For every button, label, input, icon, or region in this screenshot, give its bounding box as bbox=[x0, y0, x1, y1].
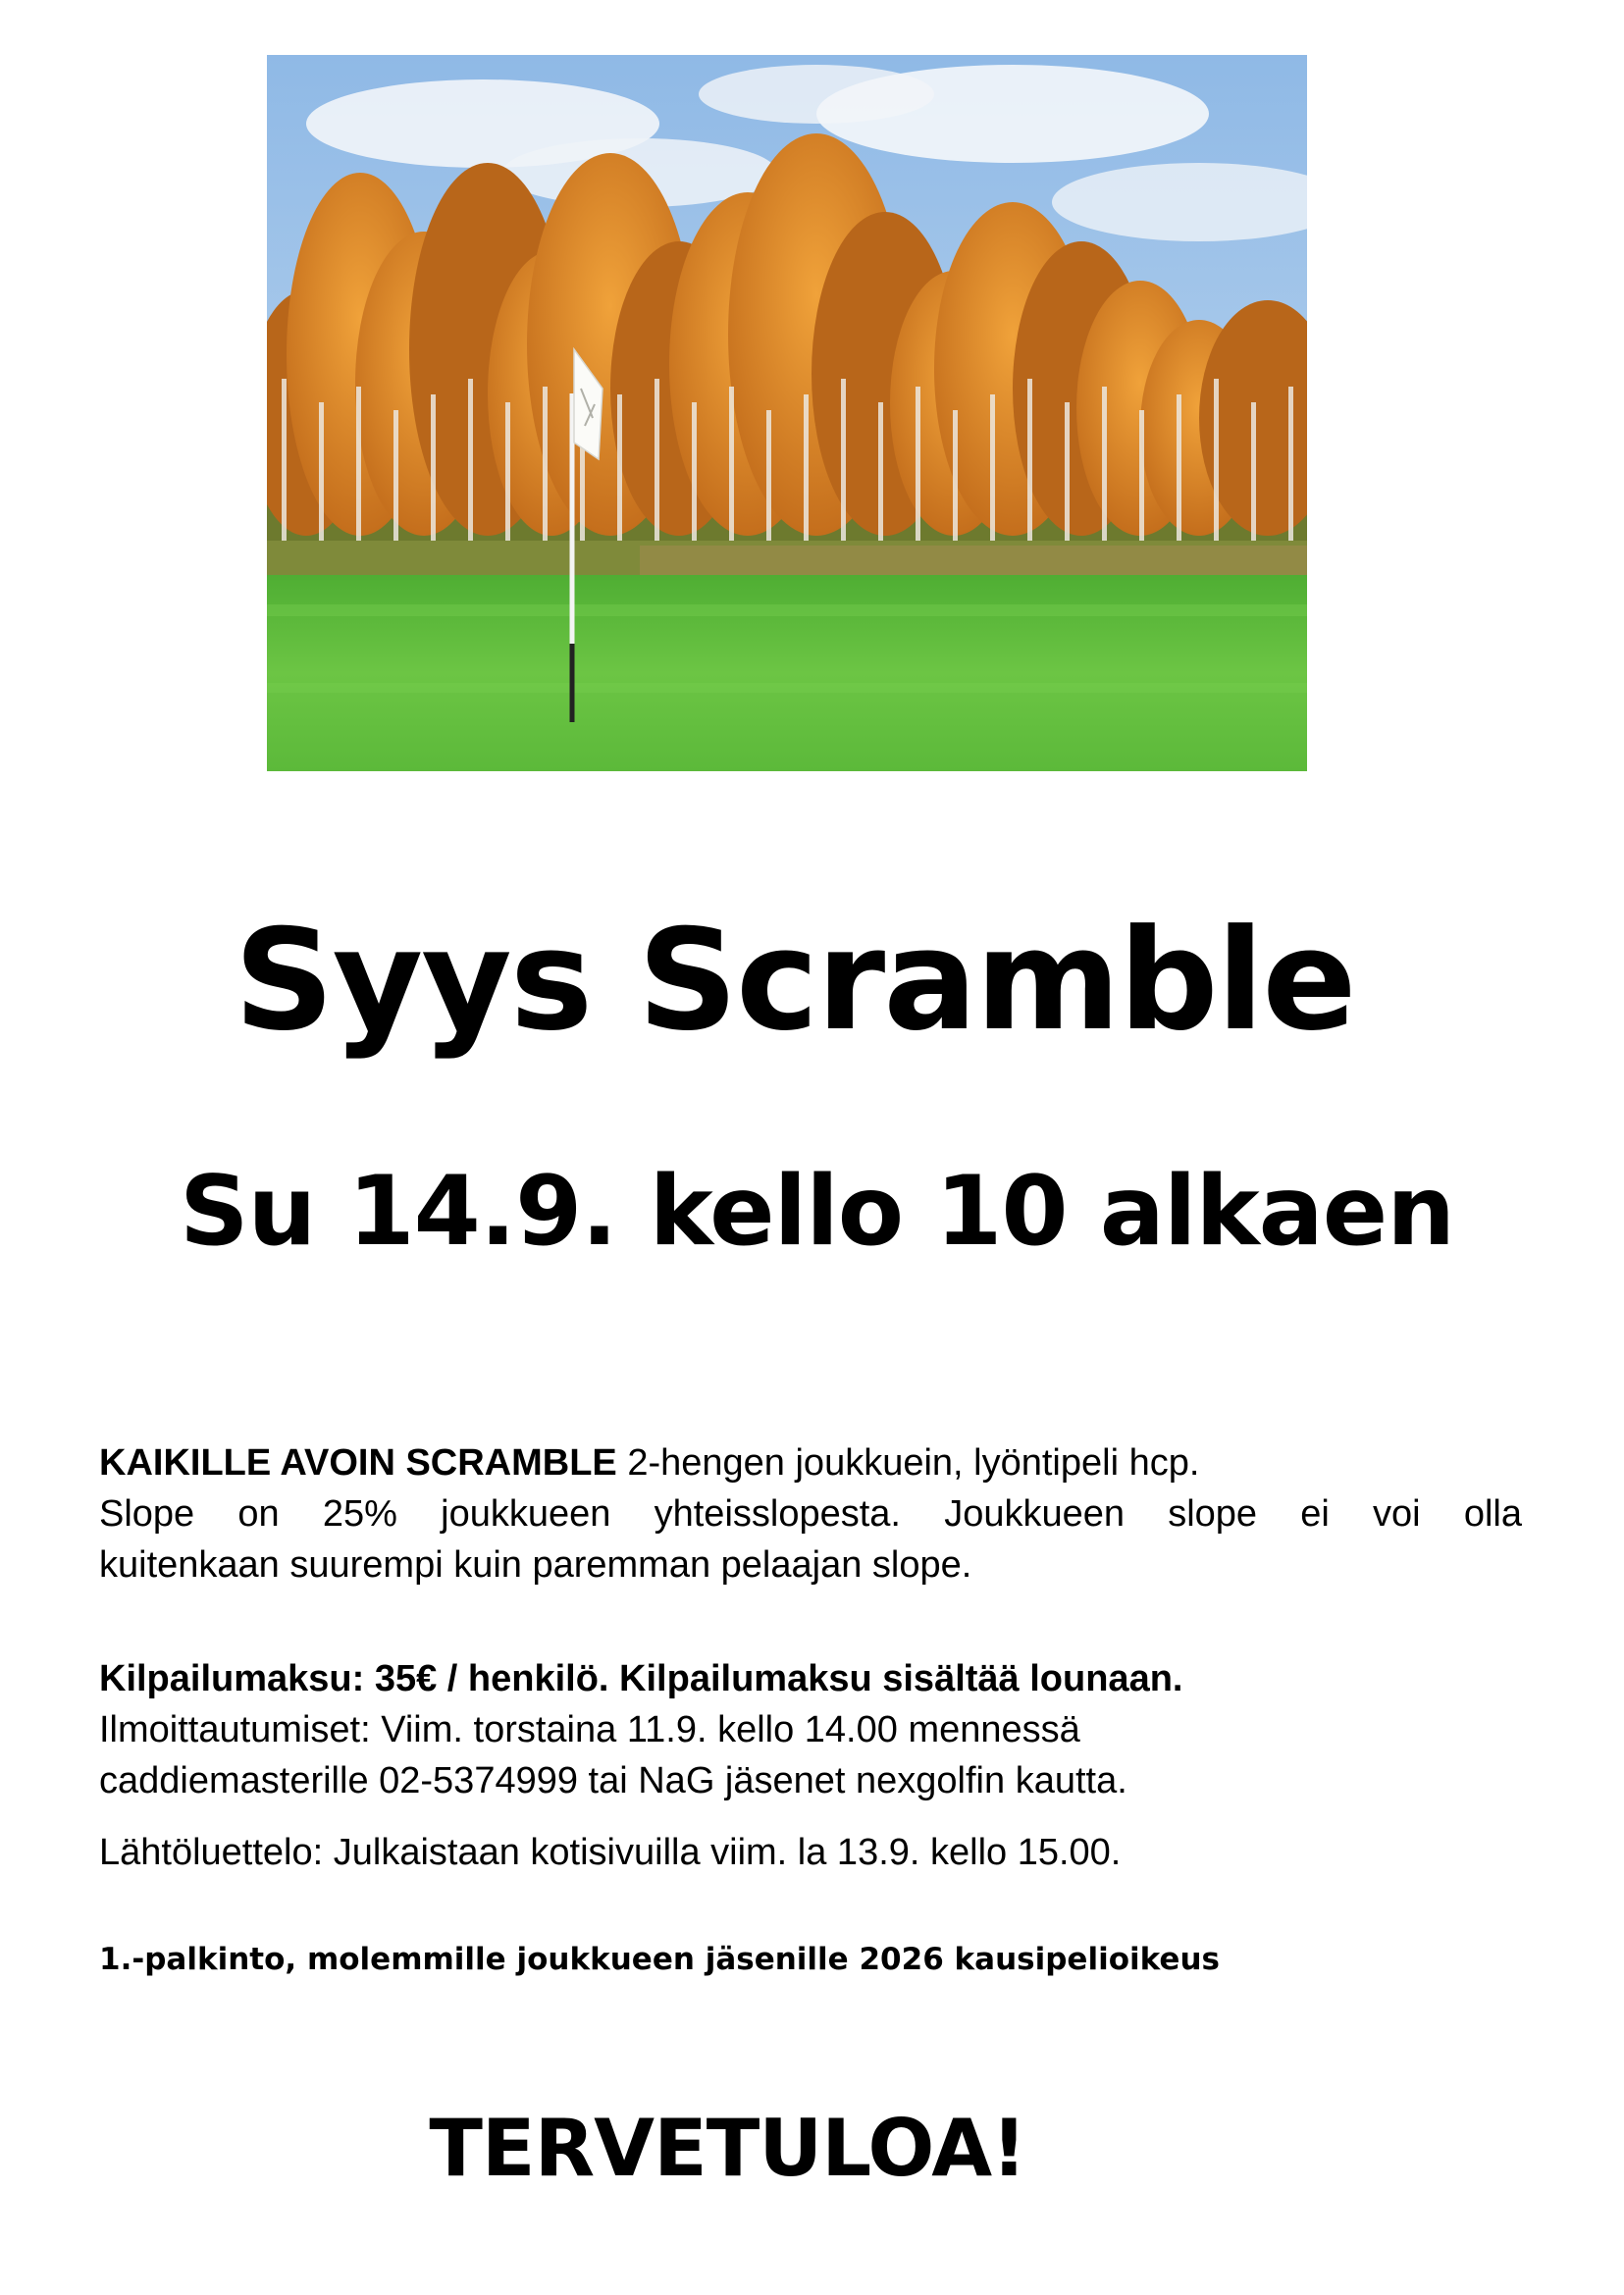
fee-text: Kilpailumaksu: 35€ / henkilö. Kilpailumaksu sisältää lounaan. bbox=[99, 1658, 1183, 1699]
event-title: Syys Scramble bbox=[234, 900, 1355, 1062]
birch-trunk bbox=[1102, 387, 1107, 563]
registration-line-1: Ilmoittautumiset: Viim. torstaina 11.9. kello 14.00 mennessä bbox=[99, 1709, 1080, 1750]
birch-trunk bbox=[543, 387, 548, 563]
birch-trunk bbox=[468, 379, 473, 555]
birch-trunk bbox=[841, 379, 846, 555]
registration-line-2: caddiemasterille 02-5374999 tai NaG jäsenet nexgolfin kautta. bbox=[99, 1760, 1127, 1801]
birch-trunk bbox=[1214, 379, 1219, 555]
hero-photo bbox=[267, 55, 1307, 771]
birch-trunk bbox=[356, 387, 361, 563]
fee-registration bbox=[99, 1653, 1522, 1806]
start-list bbox=[99, 1827, 1522, 1878]
birch-trunk bbox=[916, 387, 920, 563]
birch-trunk bbox=[1027, 379, 1032, 555]
intro-line-2: Slope on 25% joukkueen yhteisslopesta. Joukkueen slope ei voi olla bbox=[99, 1493, 1522, 1535]
birch-trunk bbox=[655, 379, 659, 555]
intro-line-3: kuitenkaan suurempi kuin paremman pelaajan slope. bbox=[99, 1544, 972, 1586]
start-list-text: Lähtöluettelo: Julkaistaan kotisivuilla viim. la 13.9. kello 15.00. bbox=[99, 1832, 1122, 1873]
prize-text: 1.-palkinto, molemmille joukkueen jäsenille 2026 kausipelioikeus bbox=[99, 1942, 1220, 1977]
birch-trunk bbox=[1288, 387, 1293, 563]
intro-bold: KAIKILLE AVOIN SCRAMBLE bbox=[99, 1442, 617, 1484]
intro-paragraph bbox=[99, 1437, 1522, 1591]
event-date: Su 14.9. kello 10 alkaen bbox=[180, 1156, 1454, 1268]
intro-line-1 bbox=[99, 1437, 1522, 1488]
welcome-text: TERVETULOA! bbox=[429, 2103, 1026, 2194]
golf-course-image bbox=[267, 55, 1307, 771]
birch-trunk bbox=[282, 379, 287, 555]
birch-trunk bbox=[729, 387, 734, 563]
intro-rest: 2-hengen joukkuein, lyöntipeli hcp. bbox=[616, 1442, 1200, 1484]
